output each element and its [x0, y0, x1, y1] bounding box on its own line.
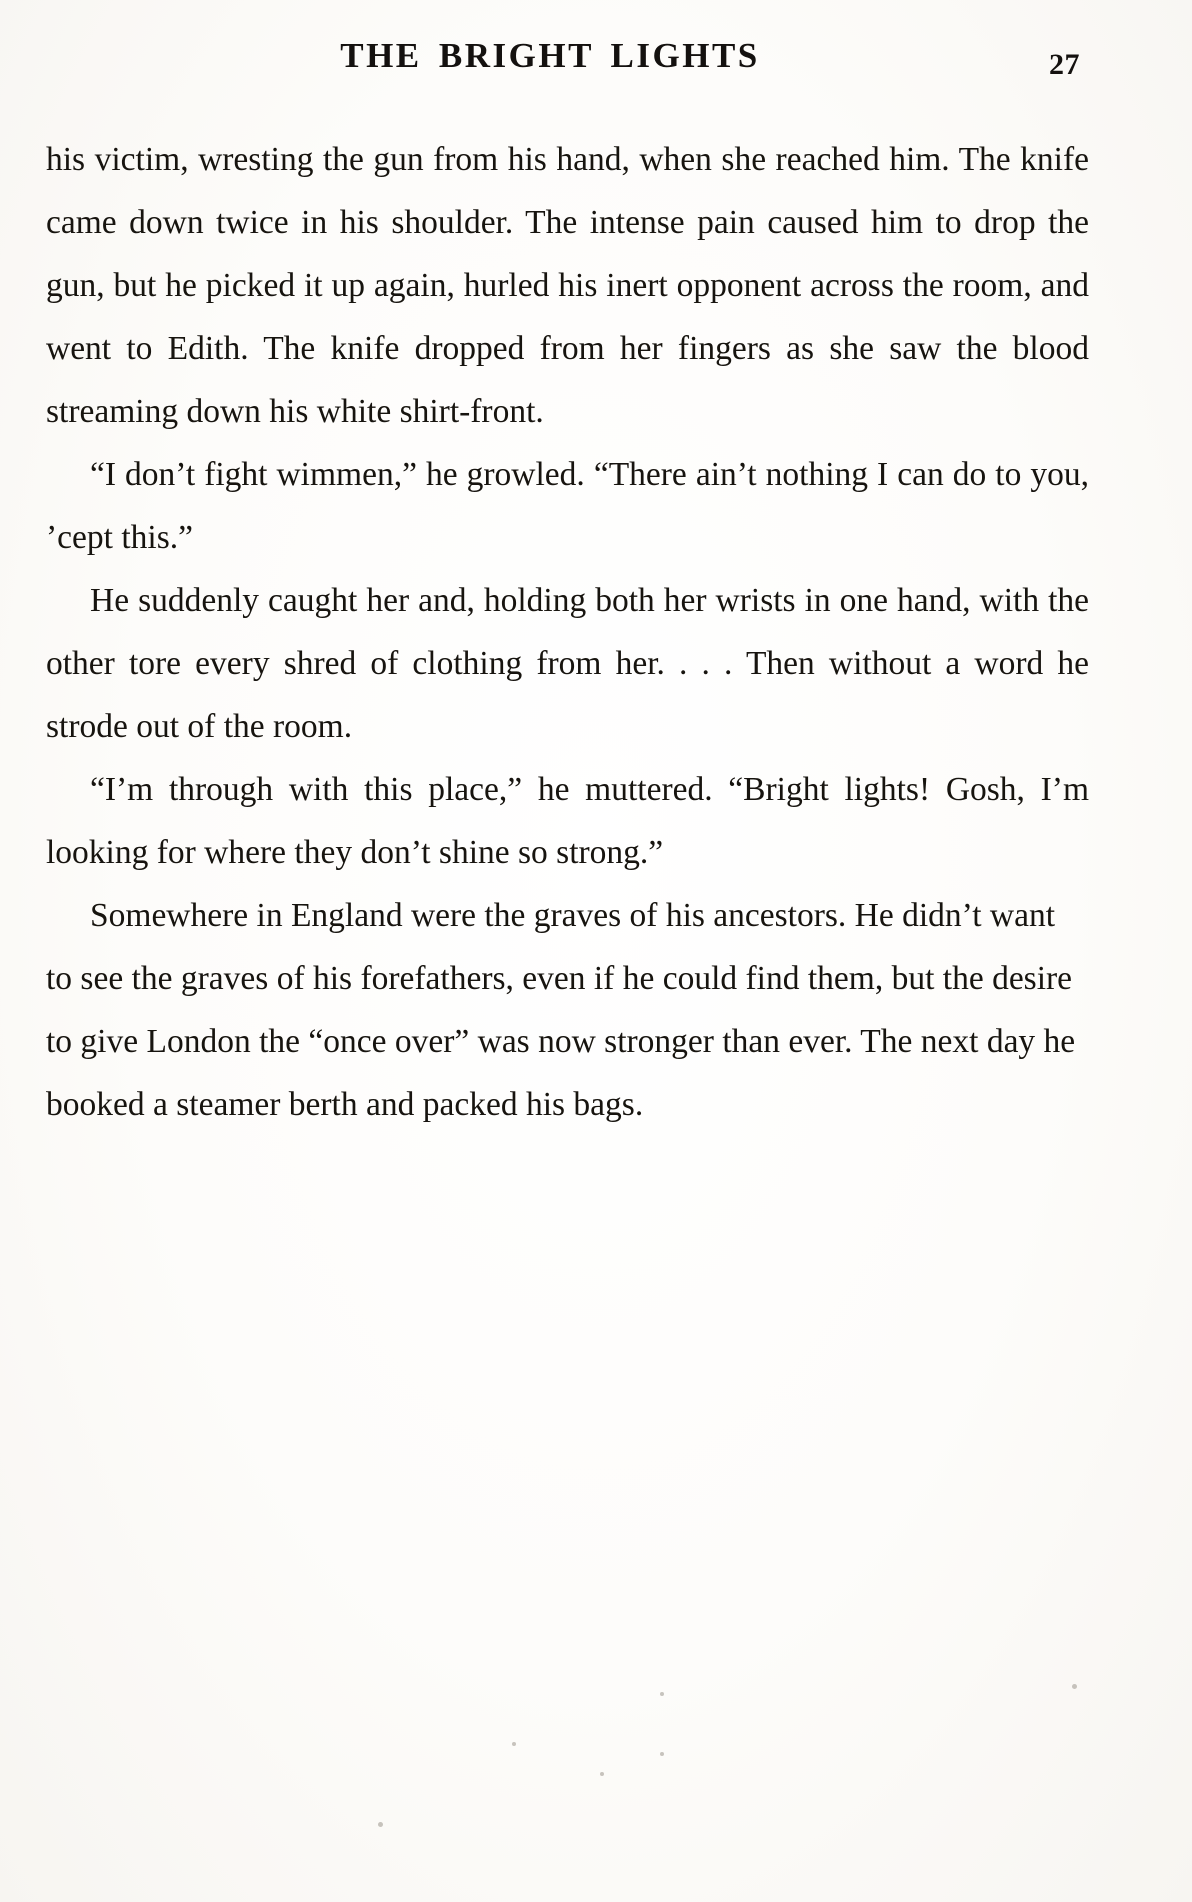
running-head-title: THE BRIGHT LIGHTS	[340, 36, 760, 75]
page-header	[120, 36, 1080, 96]
scan-speck	[1072, 1684, 1077, 1689]
page-body	[46, 128, 1089, 1136]
paragraph: He suddenly caught her and, holding both her wrists in one hand, with the other tore every shred of clothing from her. . . . Then without a word he strode out of the room.	[46, 582, 1089, 745]
paragraph: Somewhere in England were the graves of his ancestors. He didn’t want to see the graves of his forefathers, even if he could find them, but the desire to give London the “once over” was now stronger than ever. The next day he booked a steamer berth and packed his bags.	[46, 897, 1076, 1123]
paragraph: “I don’t fight wimmen,” he growled. “There ain’t nothing I can do to you, ’cept this.”	[46, 456, 1089, 556]
scan-speck	[660, 1692, 664, 1696]
page-number: 27	[1049, 48, 1080, 81]
paragraph: his victim, wresting the gun from his hand, when she reached him. The knife came down twice in his shoulder. The intense pain caused him to drop the gun, but he picked it up again, hurled his inert opponent across the room, and went to Edith. The knife dropped from her fingers as she saw the blood streaming down his white shirt-front.	[46, 141, 1089, 430]
scan-speck	[600, 1772, 604, 1776]
paragraph: “I’m through with this place,” he muttered. “Bright lights! Gosh, I’m looking for where they don’t shine so strong.”	[46, 771, 1089, 871]
scan-speck	[512, 1742, 516, 1746]
scan-speck	[378, 1822, 383, 1827]
scan-speck	[660, 1752, 664, 1756]
